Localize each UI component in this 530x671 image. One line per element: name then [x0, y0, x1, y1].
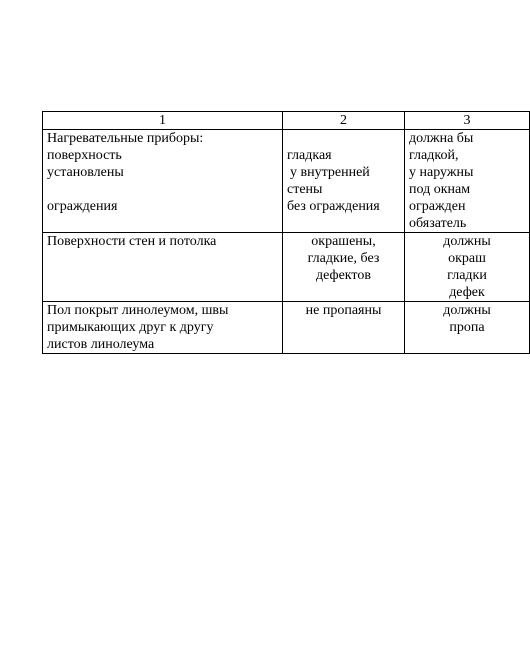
cell-text-line: у внутренней [290, 165, 370, 180]
cell-text-line: пропа [449, 320, 485, 335]
cell-text-line [287, 130, 400, 147]
cell-text-line: должны [443, 234, 491, 249]
row2-col1-cell [43, 233, 283, 302]
cell-text-line: должны [443, 303, 491, 318]
cell-text-line: не пропаяны [305, 303, 382, 318]
row1-col1-cell [43, 130, 283, 233]
row3-col2-cell [283, 302, 405, 354]
row3-col1-cell [43, 302, 283, 354]
cell-text-line: листов линолеума [47, 337, 155, 352]
cell-text-line: установлены [47, 165, 124, 180]
cell-text-line: дефек [449, 285, 485, 300]
cell-text-line: Поверхности стен и потолка [47, 234, 217, 249]
cell-text-line: огражден [409, 199, 466, 214]
cell-text-line: гладкие, без [307, 251, 380, 266]
cell-text-line: гладкой, [409, 148, 459, 163]
table-row [43, 130, 530, 233]
row1-col3-cell [405, 130, 530, 233]
inspection-table [42, 111, 530, 354]
cell-text-line: Нагревательные приборы: [47, 131, 204, 146]
cell-text-line: дефектов [316, 268, 371, 283]
cell-text-line: должна бы [409, 131, 474, 146]
row2-col2-cell [283, 233, 405, 302]
cell-text-line: у наружны [409, 165, 474, 180]
cell-spacer [287, 284, 400, 301]
table-row [43, 233, 530, 302]
row2-col3-cell [405, 233, 530, 302]
cell-text-line: без ограждения [287, 199, 380, 214]
cell-text-line: Пол покрыт линолеумом, швы [47, 303, 229, 318]
cell-text-line: окраш [448, 251, 486, 266]
header-cell-1: 1 [43, 112, 283, 130]
cell-text-line: под окнам [409, 182, 471, 197]
cell-text-line: стены [287, 182, 323, 197]
cell-text-line [47, 181, 278, 198]
cell-text-line: гладкая [287, 148, 332, 163]
cell-text-line: поверхность [47, 148, 122, 163]
cell-text-line: ограждения [47, 199, 118, 214]
table-header-row [43, 112, 530, 130]
cell-text-line: окрашены, [311, 234, 376, 249]
header-cell-3: 3 [405, 112, 530, 130]
cell-text-line: гладки [447, 268, 487, 283]
header-cell-2: 2 [283, 112, 405, 130]
table-row [43, 302, 530, 354]
cell-text-line: обязатель [409, 216, 467, 231]
row3-col3-cell [405, 302, 530, 354]
cell-text-line: примыкающих друг к другу [47, 320, 214, 335]
row1-col2-cell [283, 130, 405, 233]
